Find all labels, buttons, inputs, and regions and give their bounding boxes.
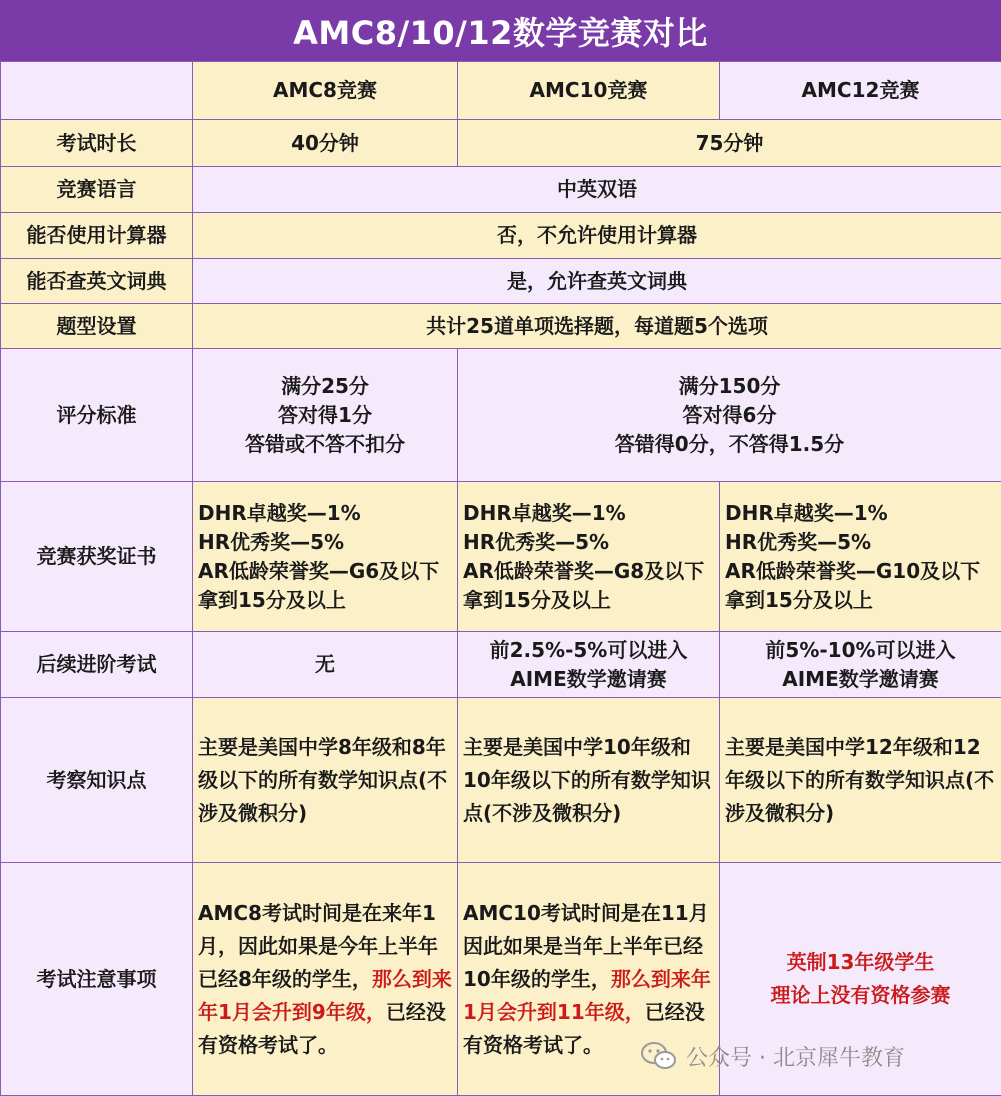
row-label-dictionary: 能否查英文词典 bbox=[1, 259, 193, 304]
row-label-notes: 考试注意事项 bbox=[1, 863, 193, 1096]
notes-highlight: 理论上没有资格参赛 bbox=[720, 979, 1001, 1012]
notes-highlight: 那么到来年1月会升到9年级， bbox=[198, 967, 452, 1024]
comparison-table bbox=[0, 61, 1001, 1096]
notes-text: AMC8考试时间是在来年1月，因此如果是今年上半年已经8年级的学生， bbox=[198, 901, 438, 991]
page-title: AMC8/10/12数学竞赛对比 bbox=[0, 0, 1001, 61]
advanced-line: AIME数学邀请赛 bbox=[720, 665, 1001, 694]
scoring-amc8 bbox=[193, 349, 458, 482]
award-line: DHR卓越奖—1% bbox=[725, 499, 998, 528]
table-row bbox=[1, 167, 1001, 213]
duration-amc8: 40分钟 bbox=[193, 120, 458, 167]
award-line: HR优秀奖—5% bbox=[725, 528, 998, 557]
notes-highlight: 英制13年级学生 bbox=[720, 946, 1001, 979]
scoring-line: 答错或不答不扣分 bbox=[193, 430, 457, 459]
row-label-calculator: 能否使用计算器 bbox=[1, 213, 193, 259]
awards-amc10 bbox=[458, 482, 720, 632]
table-row bbox=[1, 213, 1001, 259]
knowledge-amc12: 主要是美国中学12年级和12年级以下的所有数学知识点(不涉及微积分) bbox=[720, 698, 1001, 863]
award-line: DHR卓越奖—1% bbox=[198, 499, 454, 528]
header-row bbox=[1, 62, 1001, 120]
award-line: AR低龄荣誉奖—G8及以下 bbox=[463, 557, 716, 586]
table-row bbox=[1, 304, 1001, 349]
award-line: DHR卓越奖—1% bbox=[463, 499, 716, 528]
awards-amc12 bbox=[720, 482, 1001, 632]
scoring-line: 满分150分 bbox=[458, 372, 1001, 401]
advanced-line: 前2.5%-5%可以进入 bbox=[458, 636, 719, 665]
scoring-line: 答对得1分 bbox=[193, 401, 457, 430]
table-row bbox=[1, 482, 1001, 632]
row-label-format: 题型设置 bbox=[1, 304, 193, 349]
calculator-value: 否，不允许使用计算器 bbox=[193, 213, 1001, 259]
table-row bbox=[1, 120, 1001, 167]
row-label-knowledge: 考察知识点 bbox=[1, 698, 193, 863]
knowledge-amc10: 主要是美国中学10年级和10年级以下的所有数学知识点(不涉及微积分) bbox=[458, 698, 720, 863]
wechat-icon bbox=[640, 1041, 678, 1071]
scoring-amc10-12 bbox=[458, 349, 1001, 482]
row-label-scoring: 评分标准 bbox=[1, 349, 193, 482]
award-line: AR低龄荣誉奖—G6及以下 bbox=[198, 557, 454, 586]
scoring-line: 满分25分 bbox=[193, 372, 457, 401]
table-row bbox=[1, 698, 1001, 863]
row-label-duration: 考试时长 bbox=[1, 120, 193, 167]
advanced-amc12 bbox=[720, 632, 1001, 698]
language-value: 中英双语 bbox=[193, 167, 1001, 213]
watermark bbox=[640, 1036, 905, 1076]
column-header-amc8: AMC8竞赛 bbox=[193, 62, 458, 120]
award-line: 拿到15分及以上 bbox=[198, 586, 454, 615]
corner-cell bbox=[1, 62, 193, 120]
watermark-text: 公众号 · 北京犀牛教育 bbox=[686, 1041, 905, 1072]
notes-text: 已经没有资格考试了。 bbox=[463, 1000, 705, 1057]
award-line: AR低龄荣誉奖—G10及以下 bbox=[725, 557, 998, 586]
column-header-amc10: AMC10竞赛 bbox=[458, 62, 720, 120]
table-row bbox=[1, 259, 1001, 304]
advanced-line: AIME数学邀请赛 bbox=[458, 665, 719, 694]
advanced-amc8: 无 bbox=[193, 632, 458, 698]
row-label-language: 竞赛语言 bbox=[1, 167, 193, 213]
award-line: HR优秀奖—5% bbox=[198, 528, 454, 557]
award-line: 拿到15分及以上 bbox=[725, 586, 998, 615]
notes-text: 已经没有资格考试了。 bbox=[198, 1000, 446, 1057]
notes-text: AMC10考试时间是在11月因此如果是当年上半年已经10年级的学生， bbox=[463, 901, 709, 991]
row-label-advanced: 后续进阶考试 bbox=[1, 632, 193, 698]
award-line: 拿到15分及以上 bbox=[463, 586, 716, 615]
scoring-line: 答对得6分 bbox=[458, 401, 1001, 430]
table-row bbox=[1, 632, 1001, 698]
advanced-amc10 bbox=[458, 632, 720, 698]
knowledge-amc8: 主要是美国中学8年级和8年级以下的所有数学知识点(不涉及微积分) bbox=[193, 698, 458, 863]
row-label-awards: 竞赛获奖证书 bbox=[1, 482, 193, 632]
advanced-line: 前5%-10%可以进入 bbox=[720, 636, 1001, 665]
notes-amc8 bbox=[193, 863, 458, 1096]
awards-amc8 bbox=[193, 482, 458, 632]
notes-highlight: 那么到来年1月会升到11年级， bbox=[463, 967, 711, 1024]
column-header-amc12: AMC12竞赛 bbox=[720, 62, 1001, 120]
scoring-line: 答错得0分，不答得1.5分 bbox=[458, 430, 1001, 459]
format-value: 共计25道单项选择题，每道题5个选项 bbox=[193, 304, 1001, 349]
duration-amc10-12: 75分钟 bbox=[458, 120, 1001, 167]
dictionary-value: 是，允许查英文词典 bbox=[193, 259, 1001, 304]
table-row bbox=[1, 349, 1001, 482]
award-line: HR优秀奖—5% bbox=[463, 528, 716, 557]
